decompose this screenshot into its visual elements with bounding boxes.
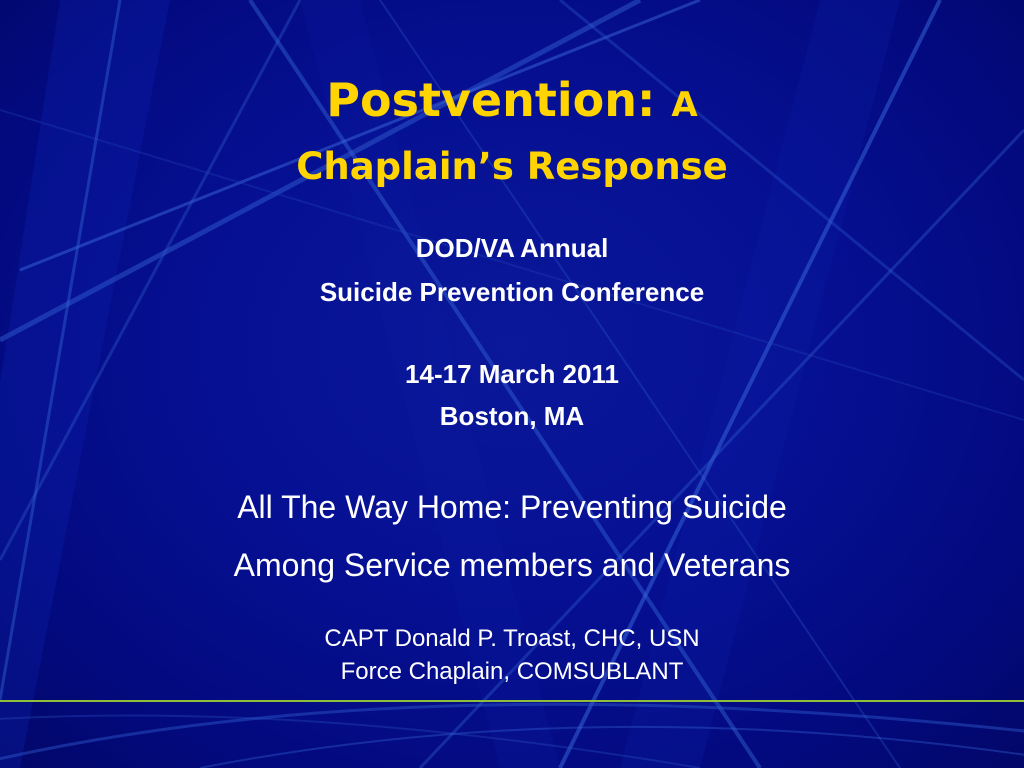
- author-name: CAPT Donald P. Troast, CHC, USN: [324, 625, 700, 652]
- title-main: Postvention:: [326, 73, 656, 127]
- conference-location: Boston, MA: [439, 401, 585, 431]
- theme-line2: Among Service members and Veterans: [233, 547, 791, 583]
- conference-date: 14-17 March 2011: [405, 359, 619, 389]
- theme-line1: All The Way Home: Preventing Suicide: [237, 489, 787, 525]
- conference-name-line1: DOD/VA Annual: [415, 233, 609, 263]
- slide-title-line1: [0, 68, 1024, 137]
- accent-divider: [0, 700, 1024, 702]
- slide-title-line2: Chaplain’s Response: [296, 145, 728, 188]
- conference-name-line2: Suicide Prevention Conference: [319, 277, 705, 307]
- author-title: Force Chaplain, COMSUBLANT: [340, 658, 684, 685]
- title-article: A: [671, 85, 698, 125]
